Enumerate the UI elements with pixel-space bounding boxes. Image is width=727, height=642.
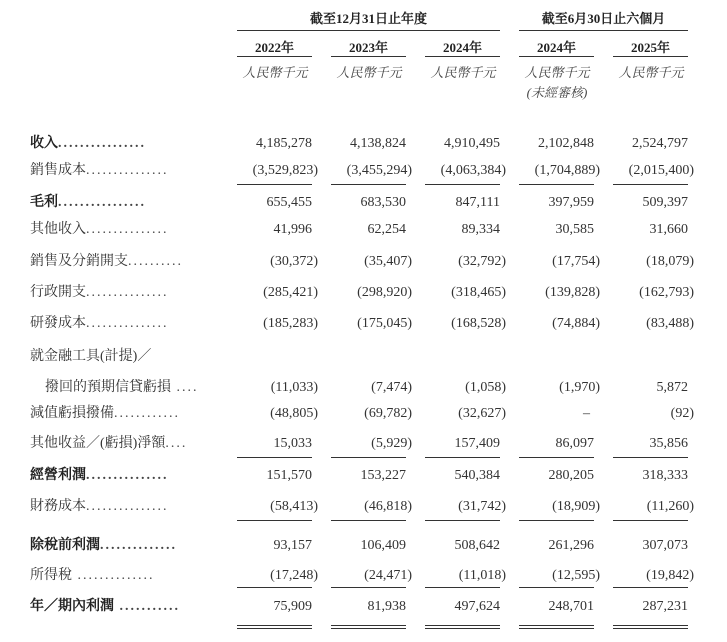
unit-label: 人民幣千元: [242, 65, 308, 80]
cell-value: (11,033): [270, 380, 318, 395]
table-row-expected-credit-losses: [0, 377, 727, 399]
cell-value: (185,283): [263, 316, 318, 331]
cell-value: 2,102,848: [538, 136, 594, 151]
cell-value: 4,910,495: [444, 136, 500, 151]
table-row-cost-of-sales: [0, 160, 727, 182]
row-label: 研發成本...............: [30, 316, 169, 331]
cell-value: 62,254: [367, 222, 406, 237]
cell-value: (318,465): [451, 285, 506, 300]
table-row-other-gains-losses: [0, 433, 727, 455]
cell-value: 35,856: [649, 436, 688, 451]
cell-value: (7,474): [371, 380, 412, 395]
cell-value: (162,793): [639, 285, 694, 300]
cell-value: (32,627): [458, 406, 506, 421]
cell-value: 261,296: [548, 538, 594, 553]
cell-value: (12,595): [552, 568, 600, 583]
subtotal-rule: [237, 520, 312, 521]
subtotal-rule: [331, 184, 406, 185]
cell-value: (74,884): [552, 316, 600, 331]
group-header-fiscal-year: 截至12月31日止年度: [237, 8, 500, 31]
subtotal-rule: [519, 184, 594, 185]
cell-value: (3,455,294): [346, 163, 412, 178]
year-header-2022: 2022年: [237, 37, 312, 57]
cell-value: 5,872: [656, 380, 688, 395]
unaudited-note: (未經審核): [526, 85, 588, 100]
subtotal-rule: [519, 587, 594, 588]
cell-value: (4,063,384): [440, 163, 506, 178]
cell-value: (83,488): [646, 316, 694, 331]
cell-value: (11,018): [458, 568, 506, 583]
cell-value: (35,407): [364, 254, 412, 269]
cell-value: 153,227: [360, 468, 406, 483]
cell-value: 497,624: [454, 599, 500, 614]
subtotal-rule: [613, 457, 688, 458]
row-label: 年／期內利潤 ...........: [30, 599, 180, 614]
cell-value: 287,231: [642, 599, 688, 614]
cell-value: (3,529,823): [252, 163, 318, 178]
cell-value: 41,996: [273, 222, 312, 237]
row-label: 減值虧損撥備............: [30, 406, 180, 421]
cell-value: 2,524,797: [632, 136, 688, 151]
subtotal-rule: [519, 520, 594, 521]
year-header-2023: 2023年: [331, 37, 406, 57]
table-row-ecl-line1: [0, 346, 727, 368]
subtotal-rule: [613, 184, 688, 185]
cell-value: 151,570: [266, 468, 312, 483]
row-label: 經營利潤...............: [30, 468, 169, 483]
table-row-impairment-provision: [0, 403, 727, 425]
table-row-income-tax: [0, 565, 727, 587]
cell-value: 4,138,824: [350, 136, 406, 151]
table-row-rd-costs: [0, 313, 727, 335]
total-double-rule: [613, 625, 688, 629]
subtotal-rule: [613, 520, 688, 521]
table-row-selling-distribution-expenses: [0, 251, 727, 273]
cell-value: 31,660: [649, 222, 688, 237]
cell-value: 75,909: [273, 599, 312, 614]
unit-label: 人民幣千元: [430, 65, 496, 80]
cell-value: 81,938: [367, 599, 406, 614]
subtotal-rule: [237, 184, 312, 185]
cell-value: 86,097: [555, 436, 594, 451]
cell-value: 30,585: [555, 222, 594, 237]
total-double-rule: [237, 625, 312, 629]
subtotal-rule: [331, 587, 406, 588]
subtotal-rule: [331, 457, 406, 458]
unit-label: 人民幣千元: [336, 65, 402, 80]
cell-value: (1,704,889): [534, 163, 600, 178]
cell-value: (19,842): [646, 568, 694, 583]
cell-value: (24,471): [364, 568, 412, 583]
cell-value: 106,409: [360, 538, 406, 553]
subtotal-rule: [425, 587, 500, 588]
cell-value: 540,384: [454, 468, 500, 483]
cell-value: 89,334: [461, 222, 500, 237]
total-double-rule: [519, 625, 594, 629]
cell-value: 318,333: [642, 468, 688, 483]
cell-value: (1,970): [559, 380, 600, 395]
row-label: 行政開支...............: [30, 285, 169, 300]
cell-value: (5,929): [371, 436, 412, 451]
cell-value: (17,754): [552, 254, 600, 269]
cell-value: 508,642: [454, 538, 500, 553]
cell-value: (46,818): [364, 499, 412, 514]
subtotal-rule: [613, 587, 688, 588]
total-double-rule: [425, 625, 500, 629]
unit-label: 人民幣千元: [524, 65, 590, 80]
year-header-2024: 2024年: [425, 37, 500, 57]
cell-value: (298,920): [357, 285, 412, 300]
cell-value: (18,909): [552, 499, 600, 514]
table-row-other-income: [0, 219, 727, 241]
cell-value: 847,111: [455, 195, 500, 210]
row-label: 財務成本...............: [30, 499, 169, 514]
table-row-finance-costs: [0, 496, 727, 518]
cell-value: (139,828): [545, 285, 600, 300]
row-label: 撥回的預期信貸虧損 ....: [45, 380, 199, 395]
table-row-gross-profit: [0, 192, 727, 214]
cell-value: (175,045): [357, 316, 412, 331]
row-label: 就金融工具(計提)／: [30, 349, 152, 364]
cell-value: (58,413): [270, 499, 318, 514]
total-double-rule: [331, 625, 406, 629]
row-label: 銷售成本...............: [30, 163, 169, 178]
cell-value: (32,792): [458, 254, 506, 269]
cell-value: 397,959: [548, 195, 594, 210]
cell-value: 683,530: [360, 195, 406, 210]
cell-value: (2,015,400): [628, 163, 694, 178]
cell-value: (1,058): [465, 380, 506, 395]
subtotal-rule: [331, 520, 406, 521]
row-label: 其他收入...............: [30, 222, 169, 237]
cell-value: (11,260): [646, 499, 694, 514]
subtotal-rule: [237, 587, 312, 588]
cell-value: (285,421): [263, 285, 318, 300]
cell-value: 157,409: [454, 436, 500, 451]
table-row-profit-before-tax: [0, 535, 727, 557]
subtotal-rule: [237, 457, 312, 458]
cell-value: 93,157: [273, 538, 312, 553]
cell-value: (92): [670, 406, 694, 421]
cell-value: (31,742): [458, 499, 506, 514]
cell-value: 248,701: [548, 599, 594, 614]
subtotal-rule: [425, 184, 500, 185]
cell-value: (30,372): [270, 254, 318, 269]
cell-value: (17,248): [270, 568, 318, 583]
row-label: 收入................: [30, 136, 146, 151]
cell-value: (69,782): [364, 406, 412, 421]
unit-label: 人民幣千元: [618, 65, 684, 80]
cell-value: 307,073: [642, 538, 688, 553]
row-label: 所得稅 ..............: [30, 568, 155, 583]
year-header-2024-h1: 2024年: [519, 37, 594, 57]
table-row-revenue: [0, 133, 727, 155]
cell-value: (48,805): [270, 406, 318, 421]
subtotal-rule: [425, 457, 500, 458]
cell-value: 280,205: [548, 468, 594, 483]
cell-value: 4,185,278: [256, 136, 312, 151]
cell-value: (168,528): [451, 316, 506, 331]
cell-value: 15,033: [273, 436, 312, 451]
cell-value: (18,079): [646, 254, 694, 269]
subtotal-rule: [425, 520, 500, 521]
cell-value: 509,397: [642, 195, 688, 210]
table-row-administrative-expenses: [0, 282, 727, 304]
table-row-profit-for-period: [0, 596, 727, 618]
group-header-six-months: 截至6月30日止六個月: [519, 8, 688, 31]
row-label: 其他收益／(虧損)淨額....: [30, 436, 188, 451]
table-row-operating-profit: [0, 465, 727, 487]
cell-value: –: [583, 406, 590, 421]
cell-value: 655,455: [266, 195, 312, 210]
year-header-2025-h1: 2025年: [613, 37, 688, 57]
row-label: 銷售及分銷開支..........: [30, 254, 183, 269]
subtotal-rule: [519, 457, 594, 458]
row-label: 毛利................: [30, 195, 146, 210]
row-label: 除稅前利潤..............: [30, 538, 177, 553]
